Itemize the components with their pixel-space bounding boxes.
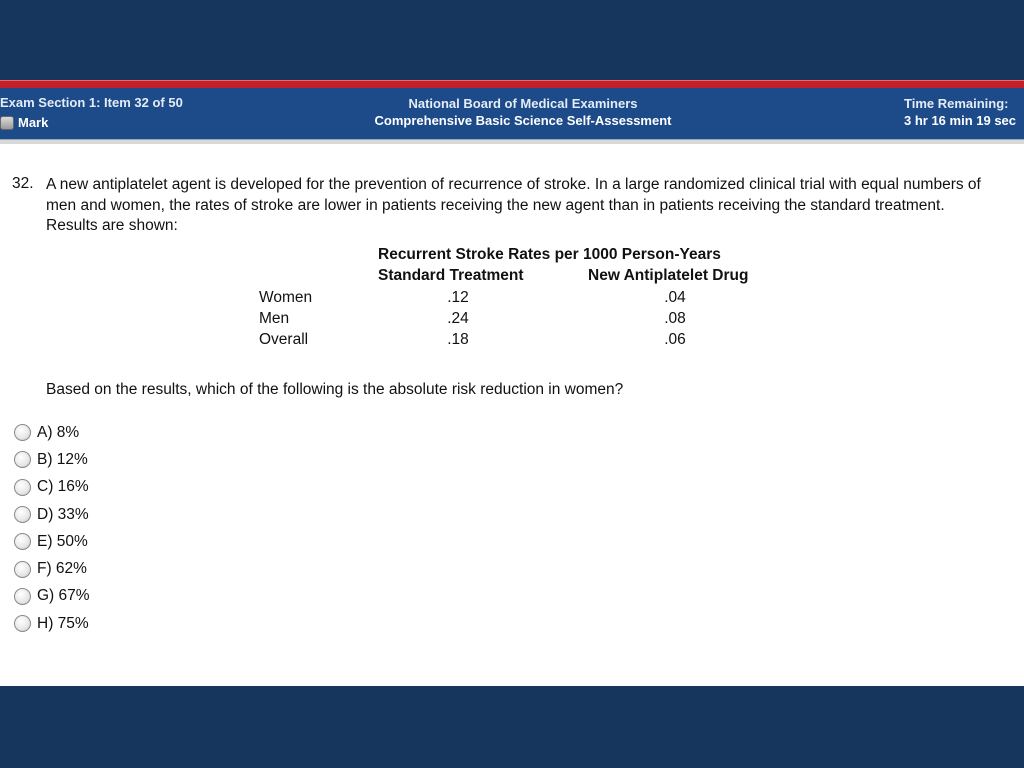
mark-checkbox-icon[interactable] xyxy=(0,116,14,130)
section-item-indicator: Exam Section 1: Item 32 of 50 xyxy=(0,95,183,110)
radio-button[interactable] xyxy=(14,588,31,605)
answer-option-label[interactable]: E) 50% xyxy=(37,532,88,550)
top-frame xyxy=(0,0,1024,80)
exam-header xyxy=(0,88,1024,140)
radio-button[interactable] xyxy=(14,561,31,578)
time-remaining xyxy=(904,95,1024,129)
radio-button[interactable] xyxy=(14,533,31,550)
header-accent-strip xyxy=(0,80,1024,88)
bottom-frame xyxy=(0,686,1024,768)
answer-option-g[interactable] xyxy=(14,583,90,610)
answer-option-label[interactable]: H) 75% xyxy=(37,614,89,632)
answer-option-label[interactable]: F) 62% xyxy=(37,560,87,578)
answer-option-a[interactable] xyxy=(14,419,90,446)
answer-option-label[interactable]: C) 16% xyxy=(37,478,89,496)
radio-button[interactable] xyxy=(14,479,31,496)
table-cell: .24 xyxy=(447,310,469,327)
answer-option-e[interactable] xyxy=(14,528,90,555)
answer-option-b[interactable] xyxy=(14,446,90,473)
table-row-label-overall: Overall xyxy=(259,331,309,348)
answer-option-label[interactable]: G) 67% xyxy=(37,587,90,605)
mark-checkbox[interactable] xyxy=(0,115,48,130)
table-cell: .12 xyxy=(447,289,469,306)
table-row-label-men: Men xyxy=(259,310,290,327)
table-title: Recurrent Stroke Rates per 1000 Person-Years xyxy=(378,246,721,263)
table-header-standard: Standard Treatment xyxy=(378,267,524,284)
exam-title-line2: Comprehensive Basic Science Self-Assessment xyxy=(374,113,672,128)
table-cell: .08 xyxy=(664,310,686,327)
time-remaining-value: 3 hr 16 min 19 sec xyxy=(904,113,1017,128)
answer-option-label[interactable]: D) 33% xyxy=(37,505,89,523)
answer-option-c[interactable] xyxy=(14,474,90,501)
answer-option-d[interactable] xyxy=(14,501,90,528)
table-cell: .04 xyxy=(664,289,686,306)
radio-button[interactable] xyxy=(14,615,31,632)
table-cell: .06 xyxy=(664,331,686,348)
question-prompt: Based on the results, which of the following is the absolute risk reduction in women? xyxy=(46,381,624,398)
radio-button[interactable] xyxy=(14,424,31,441)
mark-label[interactable]: Mark xyxy=(18,115,49,130)
exam-title xyxy=(340,95,706,129)
radio-button[interactable] xyxy=(14,506,31,523)
answer-option-label[interactable]: B) 12% xyxy=(37,450,88,468)
question-number: 32. xyxy=(12,175,34,192)
radio-button[interactable] xyxy=(14,451,31,468)
table-header-new-drug: New Antiplatelet Drug xyxy=(588,267,749,284)
answer-option-h[interactable] xyxy=(14,610,90,637)
answer-options xyxy=(14,419,90,637)
answer-option-label[interactable]: A) 8% xyxy=(37,423,80,441)
exam-title-line1: National Board of Medical Examiners xyxy=(408,96,638,111)
table-row-label-women: Women xyxy=(259,289,313,306)
question-stem: A new antiplatelet agent is developed for the prevention of recurrence of stroke. In a large randomized clinical trial with equal numbers of men and women, the rates of stroke are lower in patients receiving the new agent than in patients receiving the standard treatment. Results are shown: xyxy=(46,176,981,234)
question-panel xyxy=(0,144,1024,686)
answer-option-f[interactable] xyxy=(14,555,90,582)
time-remaining-label: Time Remaining: xyxy=(904,96,1009,111)
table-cell: .18 xyxy=(447,331,469,348)
